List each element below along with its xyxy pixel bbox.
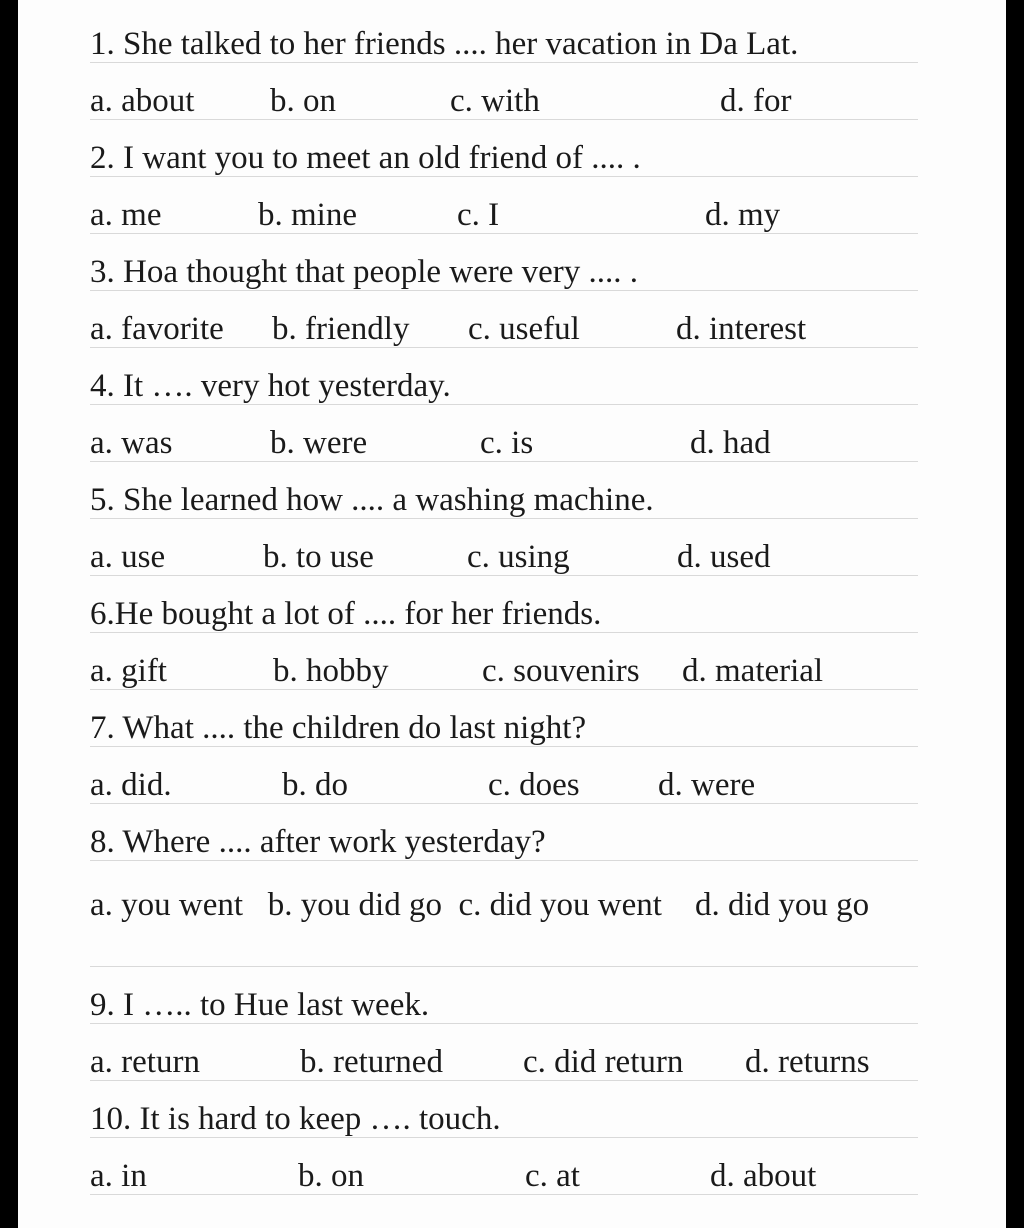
question-text: 7. What .... the children do last night? — [90, 710, 587, 746]
option-a[interactable]: a. favorite — [90, 311, 224, 347]
question-4-options — [90, 405, 918, 462]
option-d[interactable]: d. used — [677, 539, 771, 575]
question-2-options — [90, 177, 918, 234]
option-c[interactable]: c. at — [525, 1158, 580, 1194]
question-7-options — [90, 747, 918, 804]
question-text: 4. It …. very hot yesterday. — [90, 368, 451, 404]
question-text: 9. I ….. to Hue last week. — [90, 987, 430, 1023]
option-b[interactable]: b. do — [282, 767, 348, 803]
option-d[interactable]: d. for — [720, 83, 792, 119]
question-text: 5. She learned how .... a washing machine. — [90, 482, 654, 518]
option-b[interactable]: b. hobby — [273, 653, 389, 689]
option-a[interactable]: a. about — [90, 83, 195, 119]
option-b[interactable]: b. mine — [258, 197, 357, 233]
option-a[interactable]: a. gift — [90, 653, 167, 689]
option-b[interactable]: b. returned — [300, 1044, 443, 1080]
question-text: 10. It is hard to keep …. touch. — [90, 1101, 501, 1137]
option-c[interactable]: c. using — [467, 539, 570, 575]
option-d[interactable]: d. interest — [676, 311, 807, 347]
option-b[interactable]: b. were — [270, 425, 368, 461]
option-c[interactable]: c. with — [450, 83, 540, 119]
option-a[interactable]: a. return — [90, 1044, 200, 1080]
option-c[interactable]: c. did you went — [458, 887, 662, 923]
question-text: 2. I want you to meet an old friend of .... . — [90, 140, 641, 176]
option-b[interactable]: b. friendly — [272, 311, 410, 347]
question-text: 8. Where .... after work yesterday? — [90, 824, 546, 860]
worksheet-page — [18, 0, 1006, 1228]
question-8-stem — [90, 804, 918, 861]
option-c[interactable]: c. is — [480, 425, 534, 461]
option-a[interactable]: a. you went — [90, 887, 244, 923]
question-5-stem — [90, 462, 918, 519]
option-a[interactable]: a. did. — [90, 767, 172, 803]
question-6-stem — [90, 576, 918, 633]
option-a[interactable]: a. me — [90, 197, 162, 233]
question-9-options — [90, 1024, 918, 1081]
option-c[interactable]: c. did return — [523, 1044, 684, 1080]
option-d[interactable]: d. material — [682, 653, 824, 689]
option-d[interactable]: d. did you go — [694, 887, 870, 923]
question-1-stem — [90, 6, 918, 63]
question-10-options — [90, 1138, 918, 1195]
option-b[interactable]: b. on — [270, 83, 336, 119]
question-10-stem — [90, 1081, 918, 1138]
option-d[interactable]: d. returns — [745, 1044, 870, 1080]
question-1-options — [90, 63, 918, 120]
question-5-options — [90, 519, 918, 576]
option-a[interactable]: a. use — [90, 539, 166, 575]
option-c[interactable]: c. useful — [468, 311, 580, 347]
option-b[interactable]: b. on — [298, 1158, 364, 1194]
option-d[interactable]: d. had — [690, 425, 771, 461]
option-c[interactable]: c. I — [457, 197, 500, 233]
question-2-stem — [90, 120, 918, 177]
question-4-stem — [90, 348, 918, 405]
option-d[interactable]: d. my — [705, 197, 781, 233]
question-7-stem — [90, 690, 918, 747]
question-text: 3. Hoa thought that people were very .... . — [90, 254, 639, 290]
option-a[interactable]: a. was — [90, 425, 173, 461]
question-6-options — [90, 633, 918, 690]
question-3-options — [90, 291, 918, 348]
option-a[interactable]: a. in — [90, 1158, 147, 1194]
option-d[interactable]: d. about — [710, 1158, 817, 1194]
option-d[interactable]: d. were — [658, 767, 756, 803]
question-3-stem — [90, 234, 918, 291]
question-text: 6.He bought a lot of .... for her friends. — [90, 596, 602, 632]
option-b[interactable]: b. you did go — [267, 887, 442, 923]
question-text: 1. She talked to her friends .... her vacation in Da Lat. — [90, 26, 799, 62]
question-9-stem — [90, 967, 918, 1024]
option-c[interactable]: c. souvenirs — [482, 653, 640, 689]
question-8-options — [90, 861, 918, 967]
option-c[interactable]: c. does — [488, 767, 580, 803]
option-b[interactable]: b. to use — [263, 539, 374, 575]
